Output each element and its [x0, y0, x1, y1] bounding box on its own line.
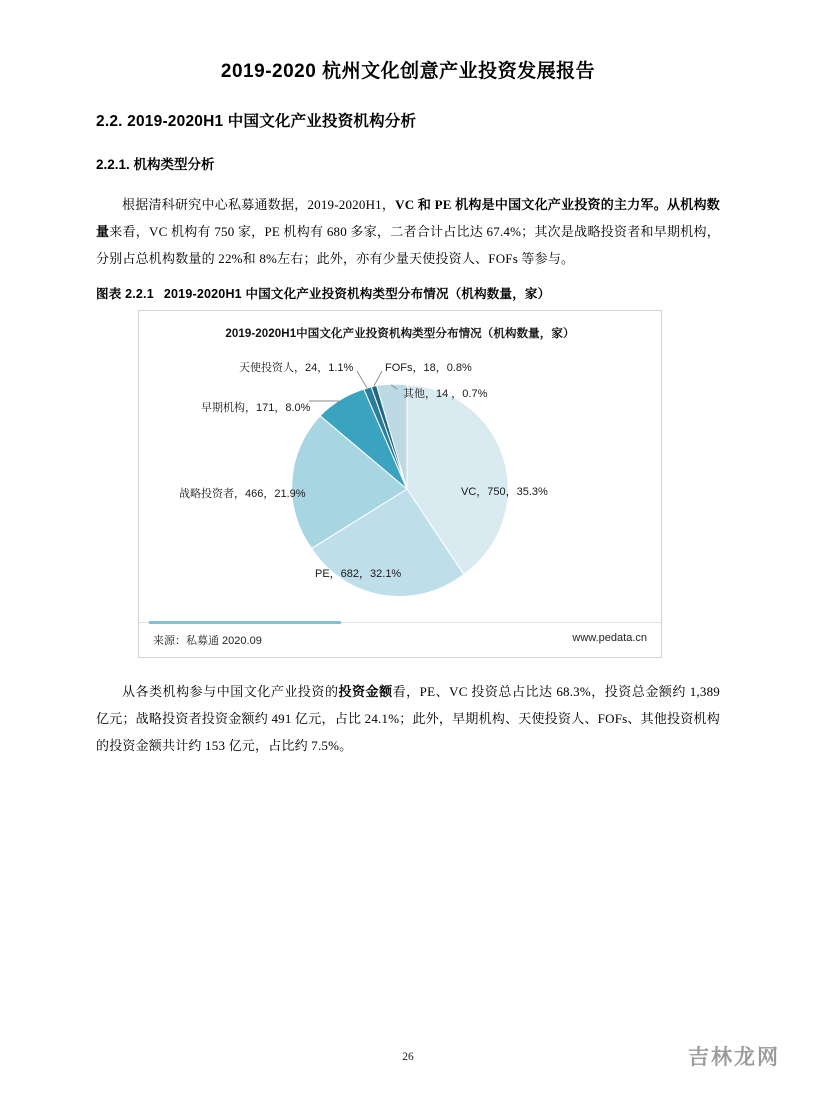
chart-url: www.pedata.cn	[572, 632, 647, 644]
paragraph-investment-amount	[96, 678, 720, 759]
watermark: 吉林龙网	[688, 1046, 780, 1069]
figure-caption-text: 2019-2020H1 中国文化产业投资机构类型分布情况（机构数量，家）	[163, 287, 551, 301]
paragraph-2-bold-a: 投资金额	[338, 684, 393, 699]
page-number: 26	[402, 1051, 414, 1063]
section-heading: 2.2. 2019-2020H1 中国文化产业投资机构分析	[96, 113, 417, 130]
chart-footer	[139, 622, 661, 657]
figure-caption	[96, 284, 720, 302]
pie-chart	[139, 343, 661, 619]
paragraph-2-text-b: 看，PE、VC 投资总占比达 68.3%，投资总金额约 1,389 亿元；战略投资者投资金额约 491 亿元，占比 24.1%；此外，早期机构、天使投资人、FOFs、其他投资机构的投资金额共计约 153 亿元，占比约 7.5%。	[96, 684, 720, 753]
figure-caption-number: 图表 2.2.1	[96, 287, 154, 301]
pie-label-early: 早期机构，171，8.0%	[201, 402, 311, 414]
footer-accent-bar	[149, 621, 341, 624]
leader-line-fofs	[374, 371, 382, 386]
paragraph-institution-count	[96, 191, 720, 272]
paragraph-1-bold-a: VC 和 PE 机构是中国文化产业投资的主力军。	[395, 197, 668, 212]
pie-label-other: 其他，14 ，0.7%	[403, 388, 488, 400]
pie-label-angel: 天使投资人，24，1.1%	[239, 362, 354, 374]
paragraph-2-text-a: 从各类机构参与中国文化产业投资的	[122, 684, 339, 699]
page-content	[96, 56, 720, 771]
chart-source: 来源：私募通 2020.09	[153, 635, 262, 647]
paragraph-1-text-b: 来看，VC 机构有 750 家，PE 机构有 680 多家，二者合计占比达 67.4%；其次是战略投资者和早期机构，分别占总机构数量的 22%和 8%左右；此外，亦有少量天使投资人、FOFs 等参与。	[96, 224, 720, 266]
paragraph-1-bold-b: 从机构数量	[96, 197, 720, 239]
pie-label-strategic: 战略投资者，466，21.9%	[179, 488, 306, 500]
page-title: 2019-2020 杭州文化创意产业投资发展报告	[220, 61, 596, 82]
paragraph-1-text-a: 根据清科研究中心私募通数据，2019-2020H1，	[122, 197, 396, 212]
chart-figure	[138, 310, 662, 658]
pie-label-fofs: FOFs，18，0.8%	[385, 362, 472, 374]
pie-label-pe: PE，682，32.1%	[315, 568, 402, 580]
chart-title: 2019-2020H1中国文化产业投资机构类型分布情况（机构数量，家）	[225, 328, 575, 340]
leader-line-angel	[357, 371, 367, 388]
subsection-heading: 2.2.1. 机构类型分析	[96, 157, 215, 172]
pie-label-vc: VC，750，35.3%	[461, 486, 548, 498]
